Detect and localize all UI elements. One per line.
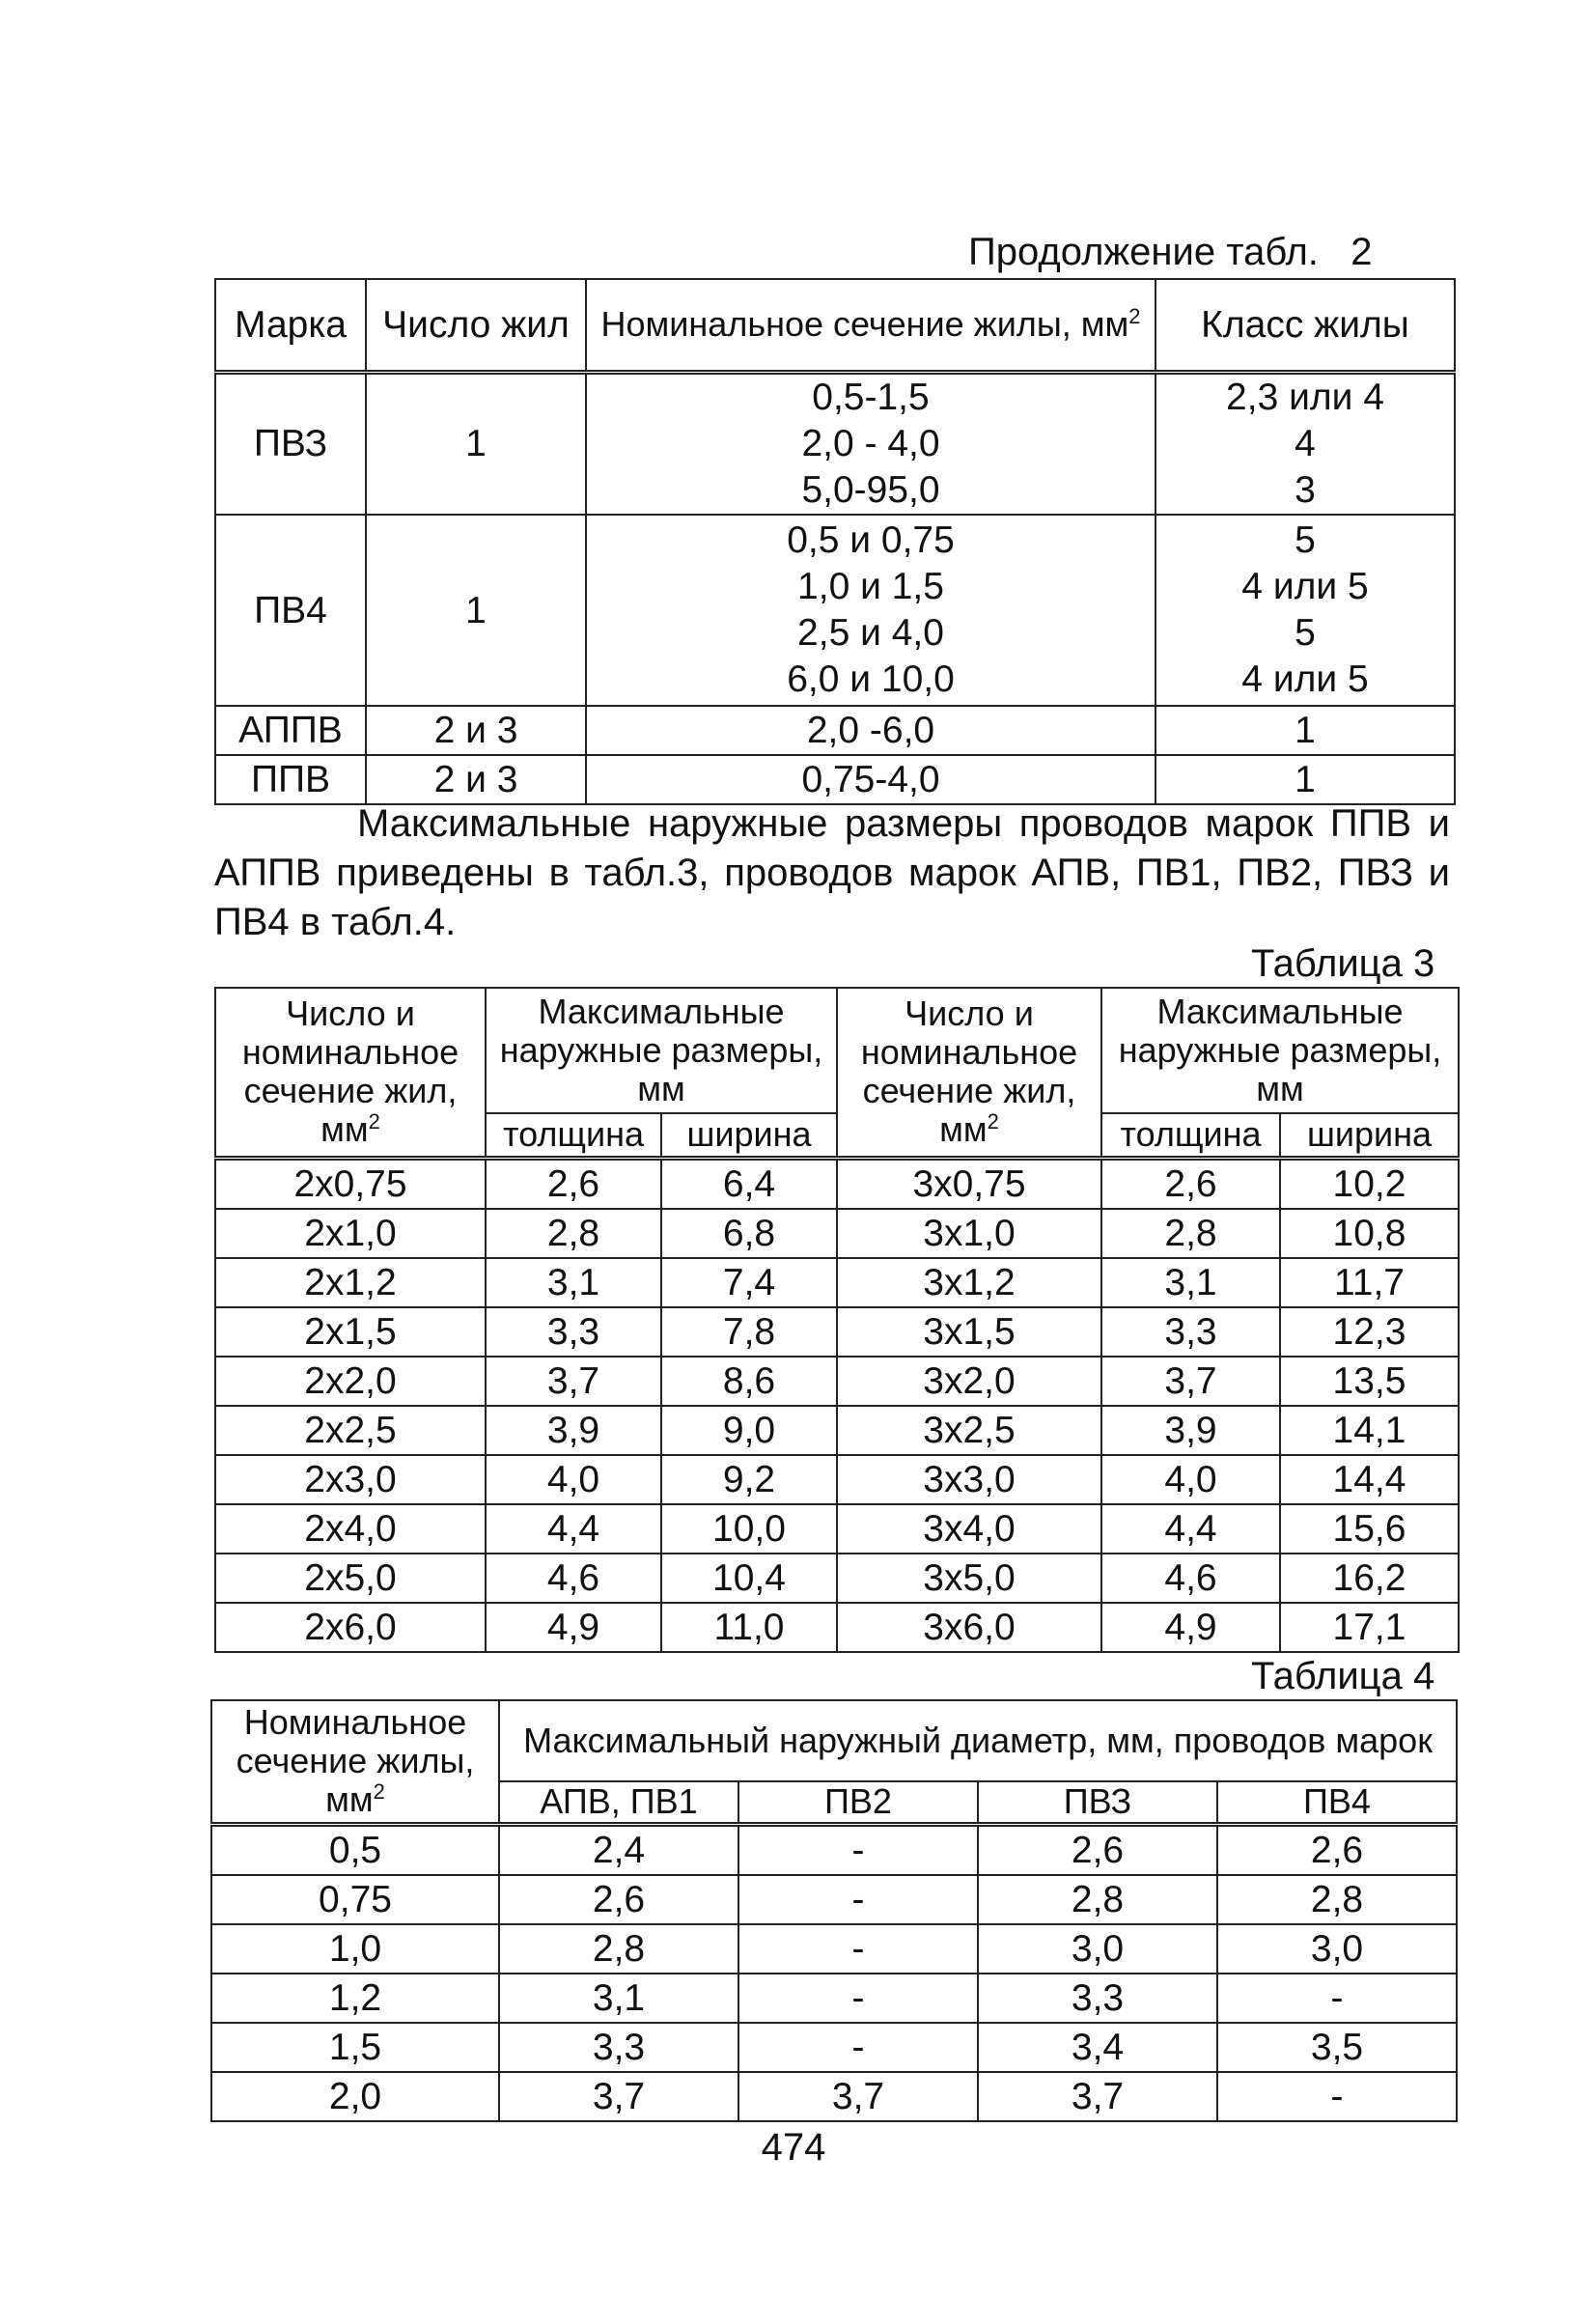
t4-cell: 1,5 xyxy=(211,2023,499,2072)
t3-cell: 7,4 xyxy=(661,1258,837,1307)
t4-cell: 3,1 xyxy=(499,1974,738,2023)
t3-cell: 10,4 xyxy=(661,1554,837,1603)
table-row xyxy=(211,1974,1457,2023)
t4-cell: 2,8 xyxy=(499,1924,738,1974)
t2-classes: 2,3 или 4 4 3 xyxy=(1155,372,1455,515)
t3-cell: 2х6,0 xyxy=(215,1603,486,1652)
t3-cell: 4,6 xyxy=(1101,1554,1280,1603)
table-row xyxy=(215,1209,1459,1258)
t4-cell: 3,7 xyxy=(978,2072,1217,2121)
table-row xyxy=(215,755,1455,804)
t2-cores: 1 xyxy=(366,372,586,515)
table-row xyxy=(215,372,1455,515)
t4-cell: 3,7 xyxy=(499,2072,738,2121)
t3-cell: 2х0,75 xyxy=(215,1158,486,1209)
table-row xyxy=(215,1504,1459,1554)
t3-cell: 3х2,5 xyxy=(837,1406,1101,1455)
t3-cell: 10,2 xyxy=(1280,1158,1459,1209)
table-row xyxy=(211,1924,1457,1974)
table-row xyxy=(211,2023,1457,2072)
t4-cell: - xyxy=(738,1875,978,1924)
t3-cell: 9,0 xyxy=(661,1406,837,1455)
t3-cell: 3,9 xyxy=(1101,1406,1280,1455)
t3-cell: 3х3,0 xyxy=(837,1455,1101,1504)
t3-cell: 16,2 xyxy=(1280,1554,1459,1603)
t3-cell: 12,3 xyxy=(1280,1307,1459,1357)
table3-body xyxy=(215,1158,1459,1652)
table-row xyxy=(215,706,1455,755)
t3-cell: 15,6 xyxy=(1280,1504,1459,1554)
t4-header-apv: АПВ, ПВ1 xyxy=(499,1781,738,1824)
table-row xyxy=(211,1875,1457,1924)
t4-cell: - xyxy=(738,1824,978,1875)
t3-cell: 11,7 xyxy=(1280,1258,1459,1307)
t3-cell: 10,8 xyxy=(1280,1209,1459,1258)
t3-cell: 2х5,0 xyxy=(215,1554,486,1603)
t4-header-pv3: ПВЗ xyxy=(978,1781,1217,1824)
t3-cell: 2х1,0 xyxy=(215,1209,486,1258)
t3-cell: 3,3 xyxy=(1101,1307,1280,1357)
table-row xyxy=(215,1603,1459,1652)
t4-header-section: Номинальное сечение жилы, $мм^2$ xyxy=(211,1700,499,1824)
t4-cell: - xyxy=(1217,2072,1457,2121)
t3-cell: 2х3,0 xyxy=(215,1455,486,1504)
t3-cell: 2х2,5 xyxy=(215,1406,486,1455)
t2-cores: 1 xyxy=(366,515,586,706)
table-row xyxy=(215,1258,1459,1307)
t2-classes: 5 4 или 5 5 4 или 5 xyxy=(1155,515,1455,706)
t3-header-count-right: Число и номинальное сечение жил, $мм^2$ xyxy=(837,988,1101,1158)
t3-cell: 14,1 xyxy=(1280,1406,1459,1455)
t3-cell: 3,1 xyxy=(486,1258,661,1307)
table4 xyxy=(210,1699,1458,2122)
table-row xyxy=(215,1554,1459,1603)
table3-header-row xyxy=(215,988,1459,1113)
t4-cell: 3,7 xyxy=(738,2072,978,2121)
t2-mark: ППВ xyxy=(215,755,366,804)
t3-cell: 2х1,2 xyxy=(215,1258,486,1307)
t3-cell: 2,6 xyxy=(486,1158,661,1209)
t3-cell: 2,8 xyxy=(1101,1209,1280,1258)
t3-cell: 3х6,0 xyxy=(837,1603,1101,1652)
t3-cell: 2,8 xyxy=(486,1209,661,1258)
t4-cell: 3,3 xyxy=(978,1974,1217,2023)
t4-cell: 0,75 xyxy=(211,1875,499,1924)
t3-cell: 3х1,0 xyxy=(837,1209,1101,1258)
t2-sections: 0,5 и 0,75 1,0 и 1,5 2,5 и 4,0 6,0 и 10,0 xyxy=(586,515,1155,706)
t4-cell: 3,0 xyxy=(1217,1924,1457,1974)
t3-cell: 7,8 xyxy=(661,1307,837,1357)
t4-cell: 2,4 xyxy=(499,1824,738,1875)
t2-cores: 2 и 3 xyxy=(366,755,586,804)
t3-header-max-left: Максимальные наружные размеры, мм xyxy=(486,988,837,1113)
t3-cell: 2х2,0 xyxy=(215,1357,486,1406)
table2 xyxy=(214,278,1456,805)
table3 xyxy=(214,987,1460,1653)
t4-cell: 3,0 xyxy=(978,1924,1217,1974)
table4-header-row xyxy=(211,1700,1457,1781)
t3-cell: 4,9 xyxy=(1101,1603,1280,1652)
t2-header-mark: Марка xyxy=(215,279,366,372)
t2-sections: 0,75-4,0 xyxy=(586,755,1155,804)
t3-cell: 2,6 xyxy=(1101,1158,1280,1209)
table-row xyxy=(215,1406,1459,1455)
t3-cell: 6,8 xyxy=(661,1209,837,1258)
t3-cell: 10,0 xyxy=(661,1504,837,1554)
t4-cell: 1,2 xyxy=(211,1974,499,2023)
table-row xyxy=(215,515,1455,706)
t3-cell: 3,3 xyxy=(486,1307,661,1357)
t3-cell: 11,0 xyxy=(661,1603,837,1652)
t2-sections: 2,0 -6,0 xyxy=(586,706,1155,755)
t4-header-pv2: ПВ2 xyxy=(738,1781,978,1824)
table3-caption: Таблица 3 xyxy=(1251,942,1435,985)
table4-caption: Таблица 4 xyxy=(1251,1655,1435,1697)
t2-sections: 0,5-1,5 2,0 - 4,0 5,0-95,0 xyxy=(586,372,1155,515)
t3-header-count-left: Число и номинальное сечение жил, $мм^2$ xyxy=(215,988,486,1158)
t3-cell: 3х2,0 xyxy=(837,1357,1101,1406)
table4-body xyxy=(211,1824,1457,2121)
t4-cell: - xyxy=(738,2023,978,2072)
t3-cell: 9,2 xyxy=(661,1455,837,1504)
t4-cell: 2,6 xyxy=(1217,1824,1457,1875)
t3-cell: 3х4,0 xyxy=(837,1504,1101,1554)
t3-cell: 3,7 xyxy=(1101,1357,1280,1406)
table2-caption: Продолжение табл. 2 xyxy=(968,231,1373,273)
table2-header-row xyxy=(215,279,1455,372)
t2-mark: ПВЗ xyxy=(215,372,366,515)
t3-cell: 4,9 xyxy=(486,1603,661,1652)
t3-cell: 4,0 xyxy=(1101,1455,1280,1504)
t4-cell: 2,6 xyxy=(978,1824,1217,1875)
t3-cell: 3х1,2 xyxy=(837,1258,1101,1307)
t4-cell: 2,8 xyxy=(978,1875,1217,1924)
t3-header-width-left: ширина xyxy=(661,1113,837,1158)
page-number: 474 xyxy=(761,2126,826,2169)
t2-header-section: Номинальное сечение жилы, $мм^2$ xyxy=(586,279,1155,372)
t4-cell: 3,4 xyxy=(978,2023,1217,2072)
t2-cores: 2 и 3 xyxy=(366,706,586,755)
t3-header-thick-right: толщина xyxy=(1101,1113,1280,1158)
t4-cell: 3,3 xyxy=(499,2023,738,2072)
t4-cell: 3,5 xyxy=(1217,2023,1457,2072)
table-row xyxy=(211,2072,1457,2121)
table-row xyxy=(215,1307,1459,1357)
t4-cell: - xyxy=(738,1974,978,2023)
table-row xyxy=(215,1455,1459,1504)
t2-mark: АППВ xyxy=(215,706,366,755)
t3-cell: 3х1,5 xyxy=(837,1307,1101,1357)
t3-cell: 2х4,0 xyxy=(215,1504,486,1554)
t3-cell: 4,6 xyxy=(486,1554,661,1603)
t4-header-pv4: ПВ4 xyxy=(1217,1781,1457,1824)
t3-header-width-right: ширина xyxy=(1280,1113,1459,1158)
t3-cell: 13,5 xyxy=(1280,1357,1459,1406)
t4-header-max: Максимальный наружный диаметр, мм, проводов марок xyxy=(499,1700,1457,1781)
t2-header-class: Класс жилы xyxy=(1155,279,1455,372)
t3-cell: 8,6 xyxy=(661,1357,837,1406)
t2-header-cores: Число жил xyxy=(366,279,586,372)
t3-cell: 4,4 xyxy=(486,1504,661,1554)
t3-cell: 3,9 xyxy=(486,1406,661,1455)
t3-cell: 17,1 xyxy=(1280,1603,1459,1652)
t3-cell: 4,4 xyxy=(1101,1504,1280,1554)
t3-header-max-right: Максимальные наружные размеры, мм xyxy=(1101,988,1459,1113)
t3-header-thick-left: толщина xyxy=(486,1113,661,1158)
t3-cell: 3х5,0 xyxy=(837,1554,1101,1603)
t2-mark: ПВ4 xyxy=(215,515,366,706)
table-row xyxy=(211,1824,1457,1875)
t4-cell: - xyxy=(1217,1974,1457,2023)
body-paragraph: Максимальные наружные размеры проводов марок ППВ и АППВ приведены в табл.3, проводов марок АПВ, ПВ1, ПВ2, ПВЗ и ПВ4 в табл.4. xyxy=(214,802,1450,943)
t4-cell: 2,8 xyxy=(1217,1875,1457,1924)
table-row xyxy=(215,1357,1459,1406)
table-row xyxy=(215,1158,1459,1209)
t4-cell: 2,6 xyxy=(499,1875,738,1924)
t4-cell: 1,0 xyxy=(211,1924,499,1974)
t3-cell: 2х1,5 xyxy=(215,1307,486,1357)
t3-cell: 6,4 xyxy=(661,1158,837,1209)
t3-cell: 3,7 xyxy=(486,1357,661,1406)
t4-cell: 0,5 xyxy=(211,1824,499,1875)
t3-cell: 14,4 xyxy=(1280,1455,1459,1504)
t3-cell: 3,1 xyxy=(1101,1258,1280,1307)
t3-cell: 3х0,75 xyxy=(837,1158,1101,1209)
t4-cell: 2,0 xyxy=(211,2072,499,2121)
t2-classes: 1 xyxy=(1155,755,1455,804)
t4-cell: - xyxy=(738,1924,978,1974)
t2-classes: 1 xyxy=(1155,706,1455,755)
t3-cell: 4,0 xyxy=(486,1455,661,1504)
